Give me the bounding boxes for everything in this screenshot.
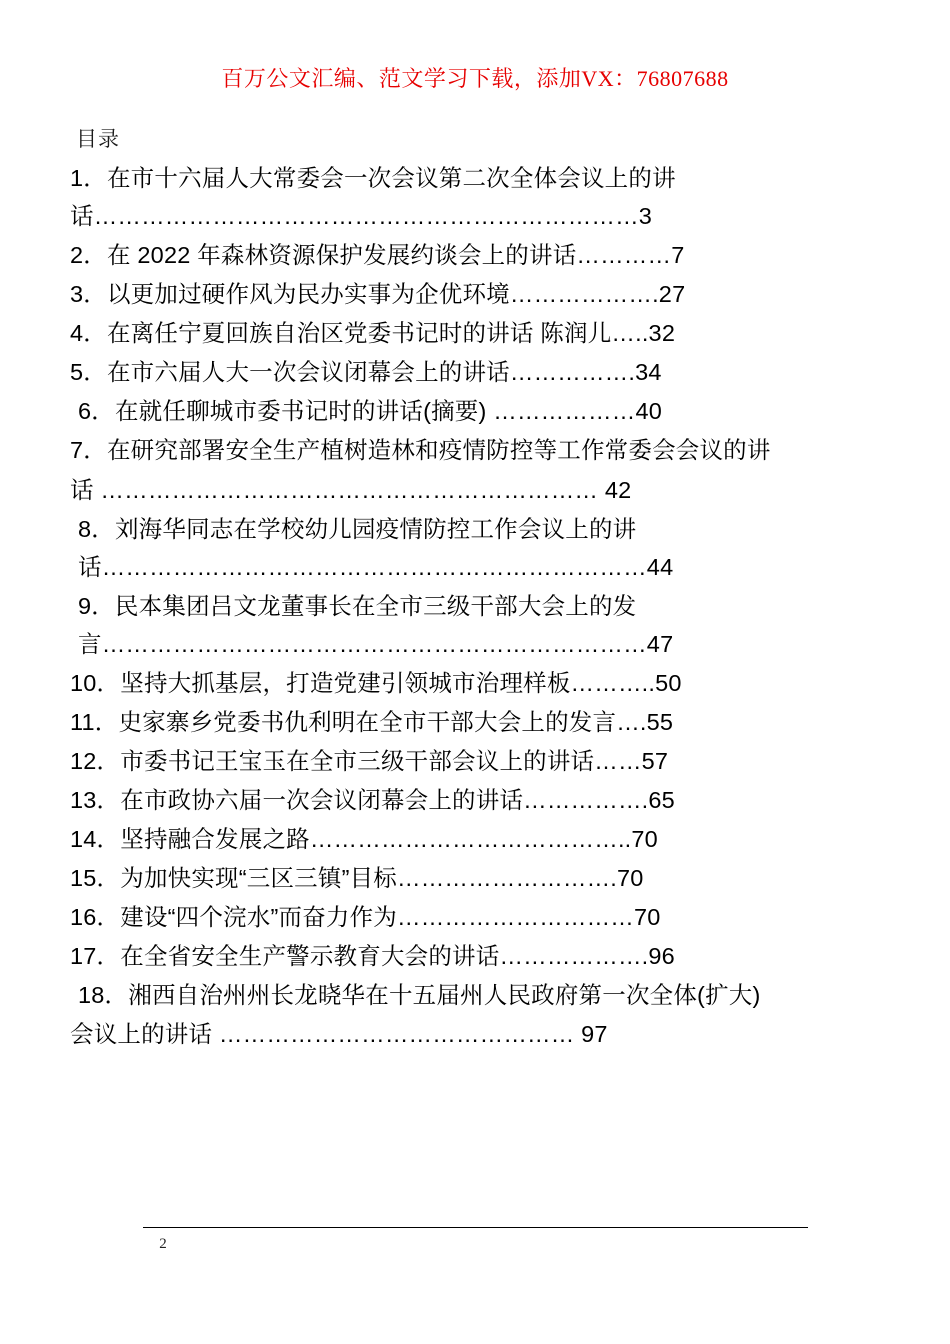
toc-entry[interactable]: 3．以更加过硬作风为民办实事为企优环境……………….27 xyxy=(70,281,686,308)
toc-entry[interactable]: 9．民本集团吕文龙董事长在全市三级干部大会上的发言……………………………………………………………47 xyxy=(78,592,674,657)
toc-heading: 目录 xyxy=(76,127,120,151)
toc-entry[interactable]: 14．坚持融合发展之路…………………………………..70 xyxy=(70,826,658,853)
toc-entry[interactable]: 7．在研究部署安全生产植树造林和疫情防控等工作常委会会议的讲 xyxy=(70,437,771,464)
toc-entry[interactable]: 6．在就任聊城市委书记时的讲话(摘要) ………………40 xyxy=(78,398,662,425)
footer-divider xyxy=(143,1227,808,1228)
toc-entry[interactable]: 4．在离任宁夏回族自治区党委书记时的讲话 陈润儿…..32 xyxy=(70,320,676,347)
toc-entry[interactable]: 2．在 2022 年森林资源保护发展约谈会上的讲话…………7 xyxy=(70,242,685,269)
promo-banner: 百万公文汇编、范文学习下载，添加VX：76807688 xyxy=(221,66,729,91)
toc-entry[interactable]: 15．为加快实现“三区三镇”目标……………………….70 xyxy=(70,865,644,892)
toc-entry[interactable]: 18．湘西自治州州长龙晓华在十五届州人民政府第一次全体(扩大) xyxy=(78,982,761,1009)
toc-entry[interactable]: 13．在市政协六届一次会议闭幕会上的讲话…………….65 xyxy=(70,787,675,813)
toc-entry[interactable]: 17．在全省安全生产警示教育大会的讲话……………….96 xyxy=(70,943,675,970)
toc-entry[interactable]: 话 ……………………………………………………… 42 xyxy=(70,476,632,503)
toc-entry[interactable]: 会议上的讲话 ……………………………………… 97 xyxy=(70,1021,608,1048)
toc-entry[interactable]: 1．在市十六届人大常委会一次会议第二次全体会议上的讲话……………………………………………………………3 xyxy=(70,165,676,230)
toc-entry[interactable]: 11．史家寨乡党委书仇利明在全市干部大会上的发言….55 xyxy=(70,708,674,735)
page-number: 2 xyxy=(159,1236,167,1252)
toc-entry[interactable]: 10．坚持大抓基层，打造党建引领城市治理样板………..50 xyxy=(70,669,682,696)
toc-entry[interactable]: 8．刘海华同志在学校幼儿园疫情防控工作会议上的讲话……………………………………………………………44 xyxy=(78,515,674,580)
toc-container xyxy=(70,93,880,1053)
toc-entry[interactable]: 16．建设“四个浣水”而奋力作为…………………………70 xyxy=(70,904,661,931)
toc-entry[interactable]: 5．在市六届人大一次会议闭幕会上的讲话…………….34 xyxy=(70,359,662,386)
toc-entry[interactable]: 12．市委书记王宝玉在全市三级干部会议上的讲话……57 xyxy=(70,747,669,774)
